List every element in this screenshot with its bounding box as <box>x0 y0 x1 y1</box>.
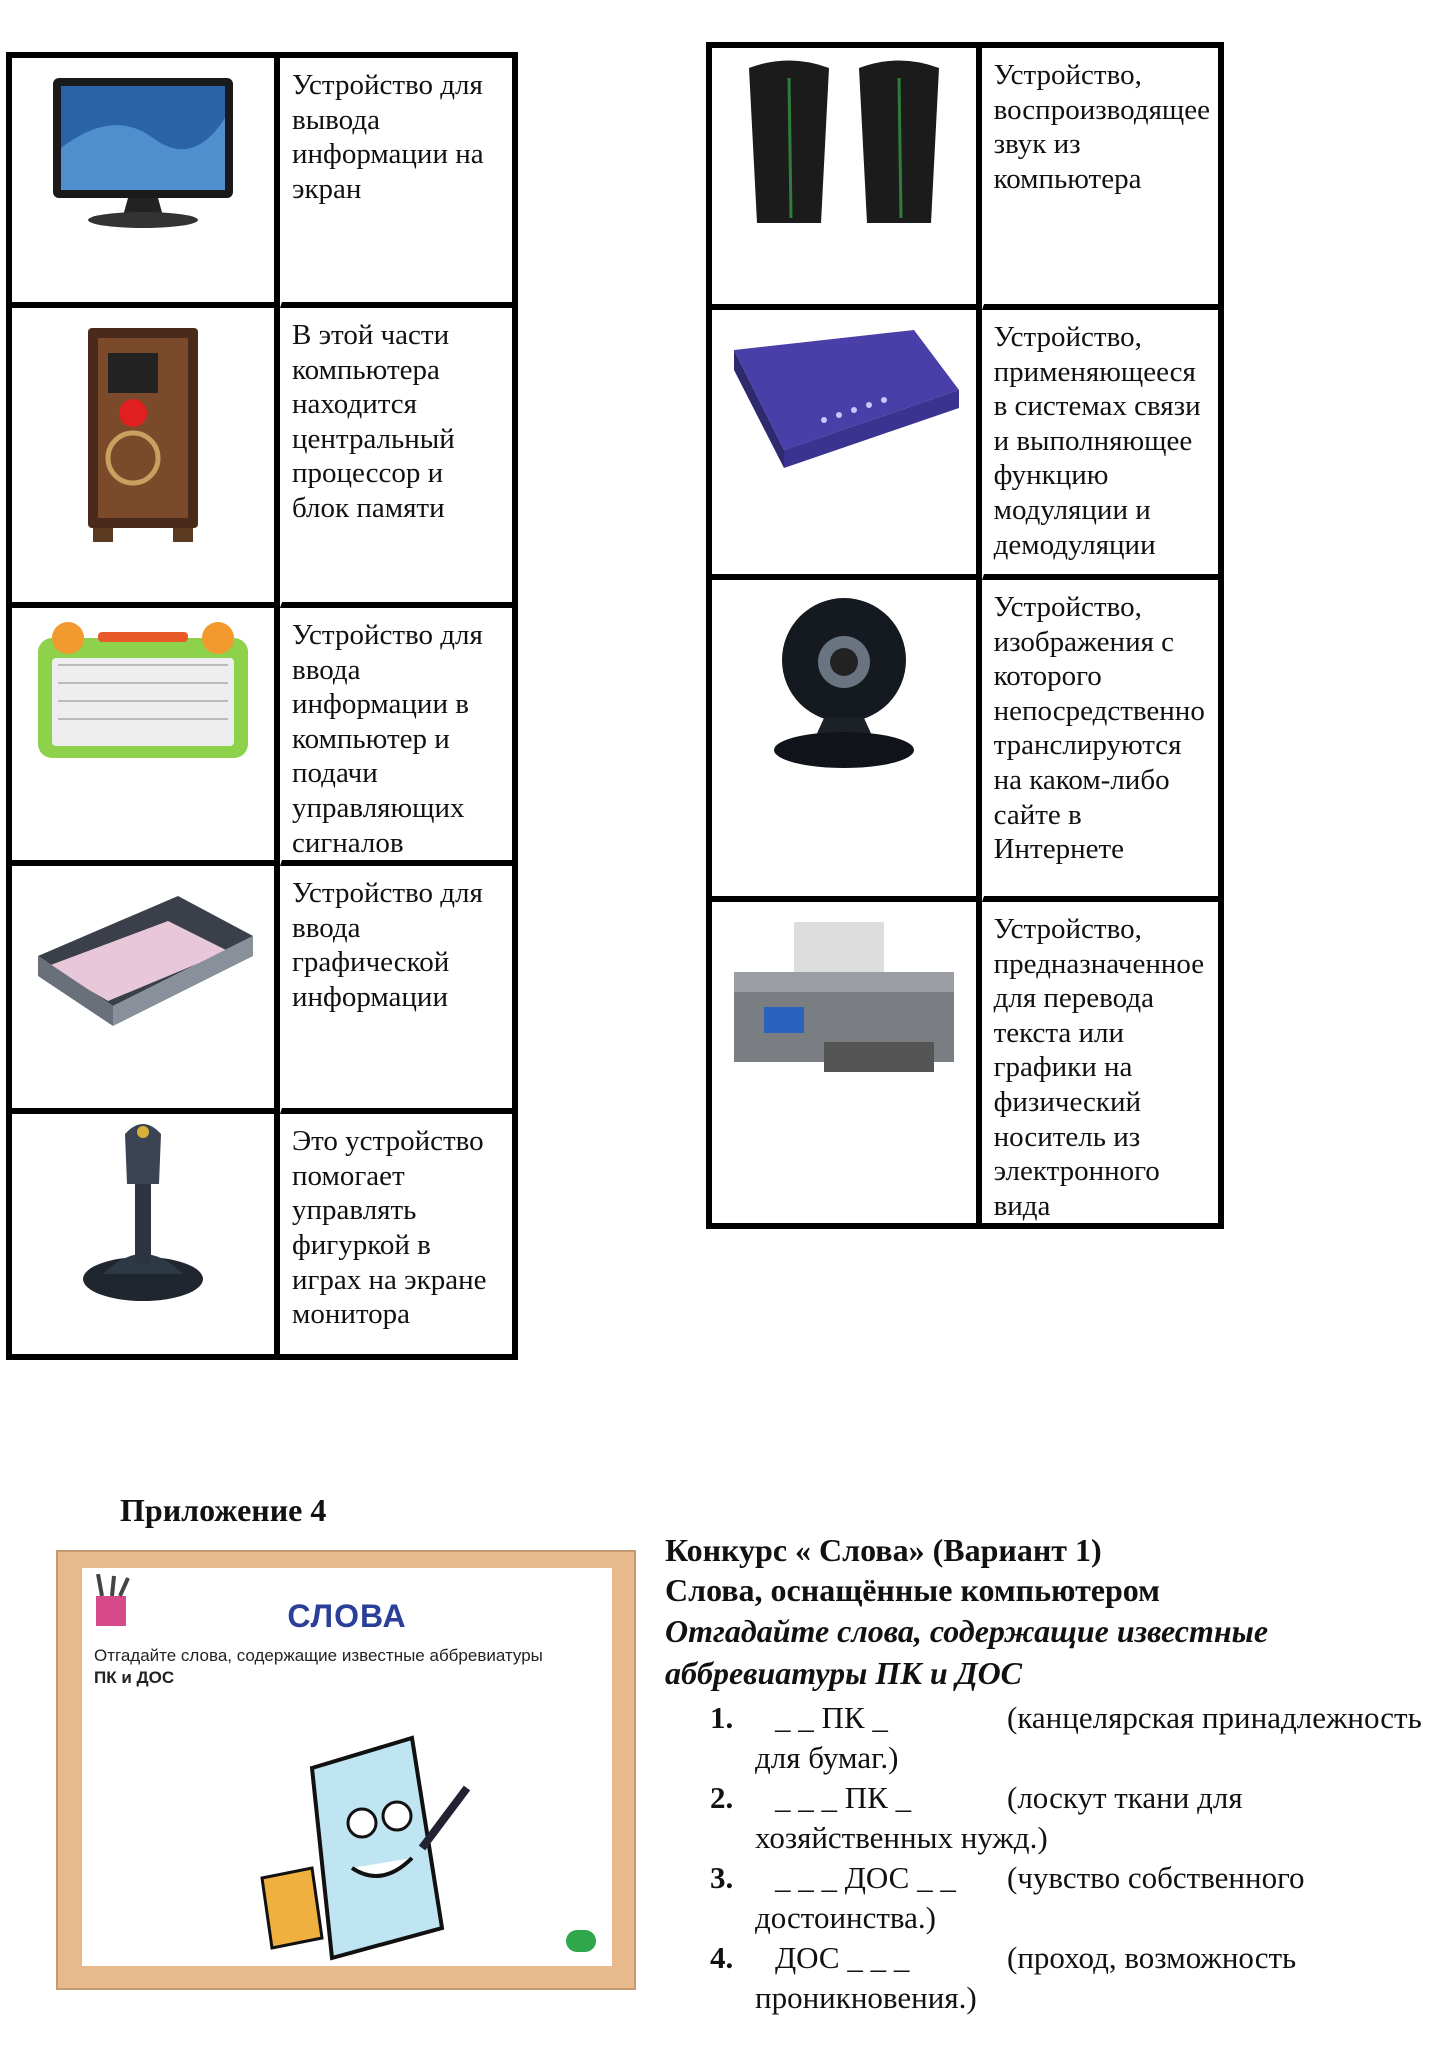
item-word: ДОС _ _ _ <box>775 1940 910 1975</box>
item-number: 3. <box>710 1860 734 1895</box>
right-device-table <box>706 42 1224 1229</box>
printer-icon <box>712 902 976 1092</box>
item-word: _ _ _ ДОС _ _ <box>775 1860 956 1895</box>
slide-subtitle-abbr: ПК и ДОС <box>94 1668 175 1687</box>
contest-title: Конкурс « Слова» (Вариант 1) <box>665 1532 1102 1568</box>
appendix-title: Приложение 4 <box>120 1492 327 1528</box>
scanner-icon <box>12 866 274 1046</box>
table-row <box>712 580 1218 902</box>
list-item <box>665 1858 1425 1938</box>
table-row <box>12 58 512 308</box>
item-hint: (чувство собственного достоинства.) <box>755 1860 1305 1935</box>
table-row <box>12 866 512 1114</box>
riddle-list <box>665 1698 1425 2018</box>
list-item <box>665 1938 1425 2018</box>
webcam-icon <box>712 580 976 780</box>
table-row <box>12 308 512 608</box>
table-row <box>12 1114 512 1354</box>
item-number: 2. <box>710 1780 734 1815</box>
device-description: В этой части компьютера находится центральный процессор и блок памяти <box>292 319 455 524</box>
device-description: Устройство для вывода информации на экран <box>292 69 484 205</box>
item-word: _ _ _ ПК _ <box>775 1780 912 1815</box>
item-number: 1. <box>710 1700 734 1735</box>
device-description: Устройство для ввода графической информации <box>292 877 483 1013</box>
table-row <box>712 310 1218 580</box>
monitor-icon <box>12 58 274 238</box>
contest-block <box>665 1530 1425 2018</box>
joystick-icon <box>12 1114 274 1314</box>
pencil-cup-icon <box>90 1574 134 1628</box>
contest-task: Отгадайте слова, содержащие известные аббревиатуры ПК и ДОС <box>665 1613 1269 1691</box>
table-row <box>12 608 512 866</box>
cartoon-paper-icon <box>252 1728 472 1968</box>
item-word: _ _ ПК _ <box>775 1700 888 1735</box>
list-item <box>665 1778 1425 1858</box>
device-description: Устройство, воспроизводящее звук из компьютера <box>993 59 1211 195</box>
speakers-icon <box>712 48 976 238</box>
list-item <box>665 1698 1425 1778</box>
device-description: Устройство, изображения с которого непосредственно транслируются на каком-либо сайте в Интернете <box>993 591 1205 866</box>
slide-subtitle: Отгадайте слова, содержащие известные аббревиатуры <box>94 1646 543 1665</box>
table-row <box>712 48 1218 310</box>
contest-subtitle: Слова, оснащённые компьютером <box>665 1572 1160 1608</box>
modem-icon <box>712 310 976 480</box>
item-number: 4. <box>710 1940 734 1975</box>
keyboard-icon <box>12 608 274 778</box>
device-description: Устройство, предназначенное для перевода текста или графики на физический носитель из электронного вида <box>993 913 1205 1222</box>
device-description: Это устройство помогает управлять фигуркой в играх на экране монитора <box>292 1125 487 1331</box>
table-row <box>712 902 1218 1223</box>
device-description: Устройство, применяющееся в системах связи и выполняющее функцию модуляции и демодуляции <box>993 321 1201 561</box>
slide-image <box>56 1550 636 1990</box>
system-unit-icon <box>12 308 274 558</box>
item-hint: (проход, возможность проникновения.) <box>755 1940 1297 2015</box>
item-hint: (канцелярская принадлежность для бумаг.) <box>755 1700 1422 1775</box>
next-button-icon[interactable] <box>566 1930 596 1952</box>
slide-title: СЛОВА <box>287 1598 407 1634</box>
left-device-table <box>6 52 518 1360</box>
item-hint: (лоскут ткани для хозяйственных нужд.) <box>755 1780 1243 1855</box>
device-description: Устройство для ввода информации в компьютер и подачи управляющих сигналов <box>292 619 483 859</box>
